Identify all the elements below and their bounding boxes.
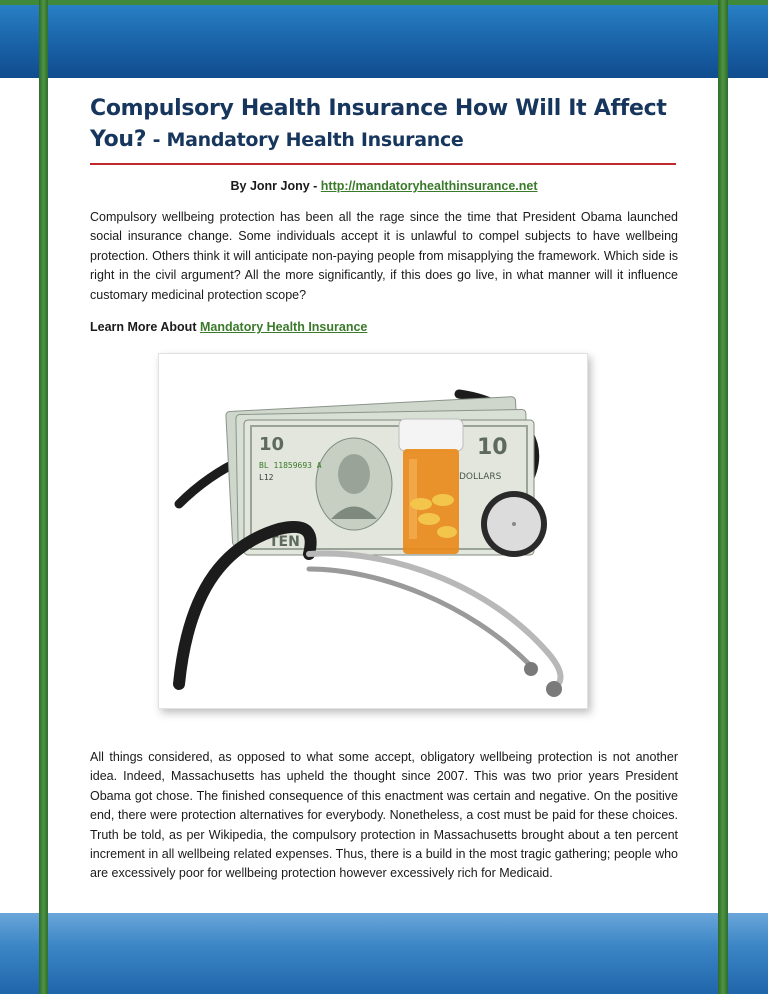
bill-small-code: L12	[259, 473, 274, 482]
article-title	[90, 93, 678, 156]
bill-value-top-left: 10	[259, 434, 285, 455]
learn-more-label: Learn More About	[90, 320, 200, 335]
bill-serial: BL 11859693 A	[259, 461, 322, 470]
bill-word-right: DOLLARS	[459, 472, 502, 482]
learn-more	[90, 320, 678, 334]
bill-word: TEN	[269, 534, 300, 550]
paragraph-massachusetts: All things considered, as opposed to what some accept, obligatory wellbeing protection is not another idea. Indeed, Massachusetts has upheld the thought since 2007. This was two prior years President Obama got chose. The finished consequence of this enactment was certain and negative. On the positive end, there were protection alternatives for everybody. Nonetheless, a cost must be paid for these choices. Truth be told, as per Wikipedia, the compulsory protection in Massachusetts brought about a ten percent increment in all wellbeing related expenses. Thus, there is a build in the most tragic gathering; people who are excessively poor for wellbeing protection however excessively rich for Medicaid.	[90, 750, 678, 881]
right-green-bar	[718, 0, 728, 994]
byline	[90, 179, 678, 193]
left-green-bar	[39, 0, 48, 994]
paragraph-intro: Compulsory wellbeing protection has been all the rage since the time that President Obama launched social insurance change. Some individuals accept it is unlawful to compel subjects to have wellbeing protection. Others think it will anticipate non-paying people from misapplying the framework. Which side is right in the civil argument? All the more significantly, if this does go live, in what manner will it influence customary medicinal protection scope?	[90, 210, 678, 302]
title-main: Compulsory Health Insurance How Will It Affect You?	[90, 96, 667, 152]
paragraph-body	[90, 748, 678, 884]
learn-more-link[interactable]: Mandatory Health Insurance	[199, 320, 368, 335]
byline-link[interactable]: http://mandatoryhealthinsurance.net	[320, 179, 538, 193]
bill-value-top-right: 10	[477, 435, 508, 460]
title-divider	[90, 163, 676, 165]
title-subtitle: - Mandatory Health Insurance	[146, 129, 464, 151]
article-photo	[158, 353, 588, 709]
money-pills-stethoscope-illustration	[159, 354, 587, 708]
byline-author: By Jonr Jony -	[230, 179, 321, 193]
article-body	[90, 93, 678, 334]
header-band	[0, 0, 768, 78]
footer-band	[0, 913, 768, 994]
